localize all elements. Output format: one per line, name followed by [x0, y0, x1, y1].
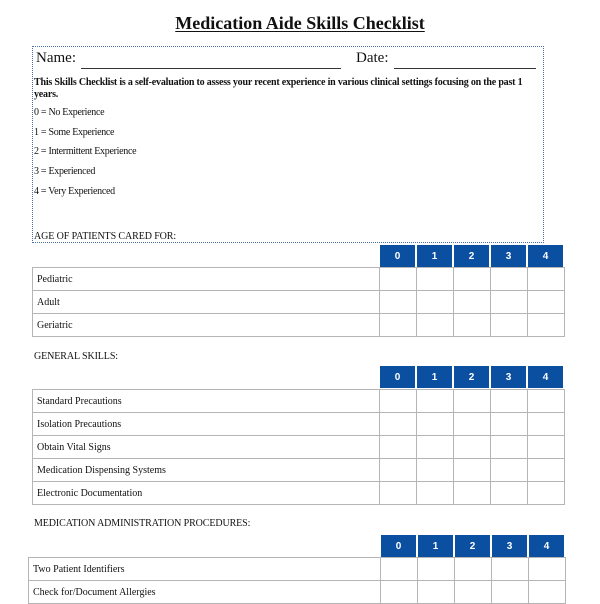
rating-cell[interactable] — [417, 482, 454, 505]
table-row — [33, 436, 565, 459]
rating-cell[interactable] — [380, 459, 417, 482]
rating-header-4: 4 — [528, 366, 564, 388]
rating-cell[interactable] — [528, 390, 565, 413]
rating-cell[interactable] — [417, 314, 454, 337]
rating-cell[interactable] — [528, 291, 565, 314]
rating-header-3: 3 — [492, 535, 528, 557]
age-table — [32, 267, 565, 337]
row-label-isolation-precautions: Isolation Precautions — [33, 413, 380, 436]
rating-header-row — [380, 245, 565, 267]
rating-cell[interactable] — [491, 268, 528, 291]
rating-cell[interactable] — [454, 268, 491, 291]
rating-cell[interactable] — [491, 314, 528, 337]
rating-cell[interactable] — [417, 413, 454, 436]
row-label-electronic-documentation: Electronic Documentation — [33, 482, 380, 505]
rating-cell[interactable] — [491, 413, 528, 436]
scale-item: 3 = Experienced — [34, 166, 96, 177]
rating-cell[interactable] — [417, 390, 454, 413]
scale-item: 4 = Very Experienced — [34, 186, 115, 197]
rating-cell[interactable] — [454, 482, 491, 505]
rating-cell[interactable] — [491, 482, 528, 505]
rating-header-2: 2 — [454, 366, 490, 388]
table-row — [33, 413, 565, 436]
date-field[interactable] — [394, 68, 536, 69]
section-title-age: AGE OF PATIENTS CARED FOR: — [34, 231, 177, 242]
rating-cell[interactable] — [491, 436, 528, 459]
rating-cell[interactable] — [454, 314, 491, 337]
rating-cell[interactable] — [491, 291, 528, 314]
intro-text: This Skills Checklist is a self-evaluation to assess your recent experience in various clinical settings focusing on the past 1 years. — [34, 77, 523, 100]
rating-header-0: 0 — [381, 535, 417, 557]
table-row — [33, 482, 565, 505]
rating-header-0: 0 — [380, 366, 416, 388]
rating-cell[interactable] — [528, 314, 565, 337]
rating-cell[interactable] — [381, 558, 418, 581]
scale-item: 0 = No Experience — [34, 107, 105, 118]
table-row — [33, 291, 565, 314]
rating-cell[interactable] — [380, 314, 417, 337]
rating-cell[interactable] — [454, 291, 491, 314]
rating-cell[interactable] — [454, 413, 491, 436]
rating-header-3: 3 — [491, 366, 527, 388]
row-label-standard-precautions: Standard Precautions — [33, 390, 380, 413]
row-label-geriatric: Geriatric — [33, 314, 380, 337]
rating-header-1: 1 — [417, 366, 453, 388]
rating-header-3: 3 — [491, 245, 527, 267]
section-title-med-admin: MEDICATION ADMINISTRATION PROCEDURES: — [34, 518, 251, 529]
rating-cell[interactable] — [380, 436, 417, 459]
row-label-vital-signs: Obtain Vital Signs — [33, 436, 380, 459]
row-label-patient-identifiers: Two Patient Identifiers — [29, 558, 381, 581]
scale-item: 2 = Intermittent Experience — [34, 146, 137, 157]
rating-cell[interactable] — [454, 390, 491, 413]
rating-cell[interactable] — [418, 581, 455, 604]
rating-cell[interactable] — [529, 581, 566, 604]
med-admin-table — [28, 557, 566, 604]
rating-cell[interactable] — [417, 268, 454, 291]
rating-cell[interactable] — [454, 459, 491, 482]
table-row — [33, 459, 565, 482]
rating-cell[interactable] — [380, 390, 417, 413]
rating-cell[interactable] — [455, 558, 492, 581]
rating-header-2: 2 — [455, 535, 491, 557]
rating-cell[interactable] — [528, 482, 565, 505]
page-title: Medication Aide Skills Checklist — [175, 13, 425, 33]
rating-cell[interactable] — [417, 291, 454, 314]
rating-header-4: 4 — [529, 535, 565, 557]
rating-cell[interactable] — [455, 581, 492, 604]
rating-cell[interactable] — [528, 436, 565, 459]
name-field[interactable] — [81, 68, 341, 69]
rating-cell[interactable] — [417, 459, 454, 482]
rating-cell[interactable] — [381, 581, 418, 604]
table-row — [29, 581, 566, 604]
section-title-general: GENERAL SKILLS: — [34, 351, 118, 362]
table-row — [33, 314, 565, 337]
rating-cell[interactable] — [492, 581, 529, 604]
table-row — [29, 558, 566, 581]
rating-cell[interactable] — [380, 413, 417, 436]
rating-cell[interactable] — [454, 436, 491, 459]
rating-cell[interactable] — [528, 459, 565, 482]
general-skills-table — [32, 389, 565, 505]
table-row — [33, 390, 565, 413]
rating-header-0: 0 — [380, 245, 416, 267]
row-label-allergies: Check for/Document Allergies — [29, 581, 381, 604]
rating-header-4: 4 — [528, 245, 564, 267]
rating-cell[interactable] — [380, 291, 417, 314]
rating-header-1: 1 — [418, 535, 454, 557]
rating-cell[interactable] — [380, 482, 417, 505]
rating-cell[interactable] — [417, 436, 454, 459]
rating-header-2: 2 — [454, 245, 490, 267]
rating-cell[interactable] — [492, 558, 529, 581]
row-label-adult: Adult — [33, 291, 380, 314]
rating-header-row — [380, 366, 565, 388]
name-label: Name: — [36, 50, 76, 66]
row-label-dispensing-systems: Medication Dispensing Systems — [33, 459, 380, 482]
rating-cell[interactable] — [528, 268, 565, 291]
table-row — [33, 268, 565, 291]
intro-box — [32, 46, 544, 243]
rating-header-1: 1 — [417, 245, 453, 267]
date-label: Date: — [356, 50, 389, 66]
scale-item: 1 = Some Experience — [34, 127, 115, 138]
row-label-pediatric: Pediatric — [33, 268, 380, 291]
rating-cell[interactable] — [529, 558, 566, 581]
rating-cell[interactable] — [491, 390, 528, 413]
rating-cell[interactable] — [418, 558, 455, 581]
rating-cell[interactable] — [528, 413, 565, 436]
rating-header-row — [381, 535, 566, 557]
rating-cell[interactable] — [491, 459, 528, 482]
rating-cell[interactable] — [380, 268, 417, 291]
